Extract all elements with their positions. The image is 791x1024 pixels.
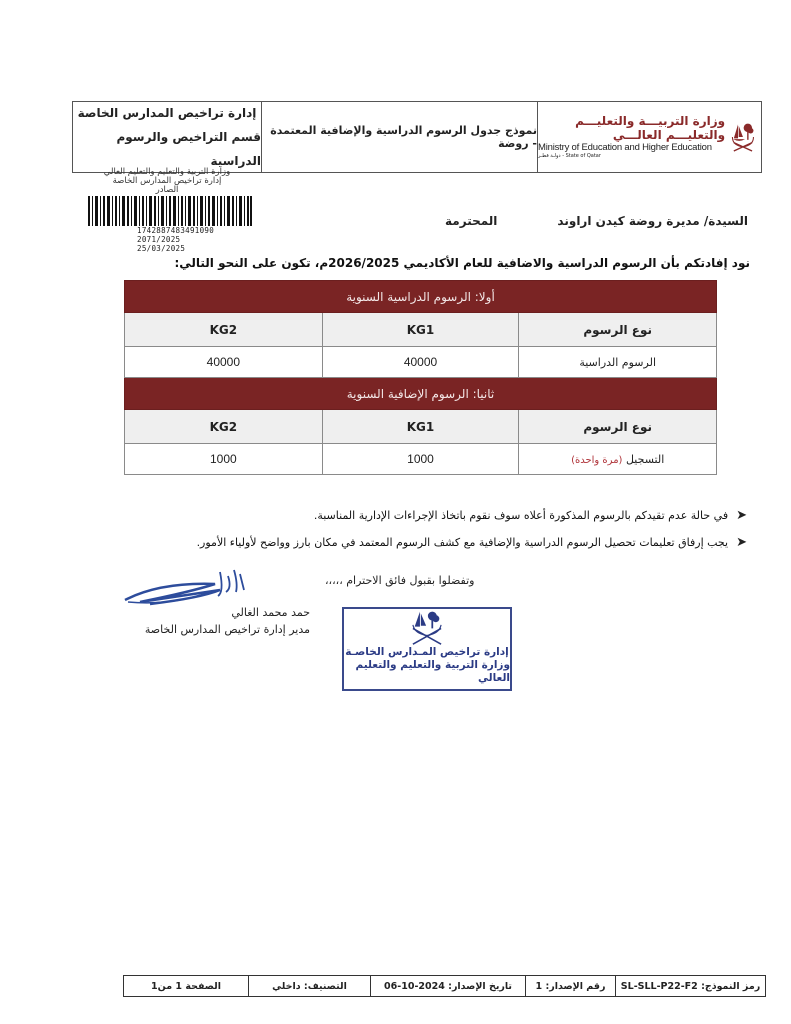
table-row [125, 347, 717, 378]
official-stamp-line1: إدارة تراخيص المـدارس الخاصـة [345, 646, 509, 658]
ministry-name-en: Ministry of Education and Higher Education [538, 142, 712, 153]
official-stamp [342, 607, 512, 691]
registration-kg2: 1000 [125, 444, 323, 475]
fees-table [124, 280, 717, 475]
barcode-number: 1742887483491090 [137, 226, 215, 235]
official-stamp-line2: وزارة التربية والتعليم والتعليم العالي [355, 659, 510, 684]
col-kg2: KG2 [125, 313, 323, 347]
registration-label: التسجيل [625, 452, 665, 466]
column-header-row [125, 313, 717, 347]
form-title: نموذج جدول الرسوم الدراسية والإضافية المعتمدة - روضة [270, 124, 537, 150]
notes-list [197, 502, 747, 556]
issue-date: تاريخ الإصدار: 2024-10-06 [370, 976, 525, 996]
tuition-kg1: 40000 [322, 347, 519, 378]
barcode-icon [88, 196, 252, 226]
salutation [445, 214, 748, 228]
section2-title: ثانيا: الرسوم الإضافية السنوية [125, 378, 717, 410]
page-number: الصفحة 1 من1 [151, 980, 221, 992]
outgoing-stamp [92, 168, 242, 195]
intro-paragraph: نود إفادتكم بأن الرسوم الدراسية والاضافية للعام الأكاديمي 2026/2025م، تكون على النحو التالي: [174, 256, 750, 270]
table-row [125, 444, 717, 475]
barcode-info [137, 226, 214, 253]
outgoing-date: 25/03/2025 [137, 244, 186, 253]
department-box [73, 102, 262, 172]
addressee: السيدة/ مديرة روضة كيدن اراوند [557, 214, 748, 228]
outgoing-stamp-line1: وزارة التربية والتعليم والتعليم العالي [103, 167, 231, 177]
tuition-kg2: 40000 [125, 347, 323, 378]
col-kg1: KG1 [322, 410, 519, 444]
state-label: State of Qatar - دولـة قطـر [538, 153, 601, 159]
col-kg2: KG2 [125, 410, 323, 444]
qatar-emblem-icon [405, 609, 449, 646]
registration-note: (مرة واحدة) [571, 454, 623, 466]
list-item [197, 502, 747, 529]
issue-number: رقم الإصدار: 1 [525, 976, 615, 996]
classification: التصنيف: داخلي [248, 976, 370, 996]
letterhead [72, 101, 762, 173]
department-name: إدارة تراخيص المدارس الخاصة [77, 106, 257, 120]
registration-cell [519, 444, 717, 475]
outgoing-stamp-line3: الصادر [155, 185, 179, 195]
note-text: يجب إرفاق تعليمات تحصيل الرسوم الدراسية والإضافية مع كشف الرسوم المعتمد في مكان بارز وواضح لأولياء الأمور. [196, 536, 729, 549]
signer-name: حمد محمد الغالي [231, 606, 310, 619]
registration-kg1: 1000 [322, 444, 519, 475]
form-code: رمز النموذج: SL-SLL-P22-F2 [615, 976, 765, 996]
note-text: في حالة عدم تقيدكم بالرسوم المذكورة أعلاه سوف نقوم باتخاذ الإجراءات الإدارية المناسبة. [313, 509, 729, 522]
signer-title: مدير إدارة تراخيص المدارس الخاصة [144, 623, 310, 636]
closing-line: وتفضلوا بقبول فائق الاحترام ،،،،، [325, 574, 475, 587]
outgoing-stamp-line2: إدارة تراخيص المدارس الخاصة [112, 176, 222, 186]
col-fee-type: نوع الرسوم [519, 410, 717, 444]
qatar-emblem-icon [731, 115, 755, 159]
ministry-name [538, 114, 725, 160]
form-title-box [262, 102, 538, 172]
section-header-row [125, 378, 717, 410]
list-item [197, 529, 747, 556]
ministry-logo-box [538, 102, 761, 172]
ministry-name-ar: وزارة التربيـــة والتعليـــم والتعليـــم العالـــي [575, 114, 726, 142]
column-header-row [125, 410, 717, 444]
honorific: المحترمة [445, 214, 498, 228]
section-header-row [125, 281, 717, 313]
signer-block [125, 605, 310, 639]
col-kg1: KG1 [322, 313, 519, 347]
arrow-bullet-icon: ➤ [736, 535, 747, 550]
section1-title: أولا: الرسوم الدراسية السنوية [125, 281, 717, 313]
reference-number: 2071/2025 [137, 235, 181, 244]
arrow-bullet-icon: ➤ [736, 508, 747, 523]
form-footer [123, 975, 766, 997]
col-fee-type: نوع الرسوم [519, 313, 717, 347]
tuition-label: الرسوم الدراسية [519, 347, 717, 378]
section-name: قسم التراخيص والرسوم الدراسية [116, 130, 261, 168]
